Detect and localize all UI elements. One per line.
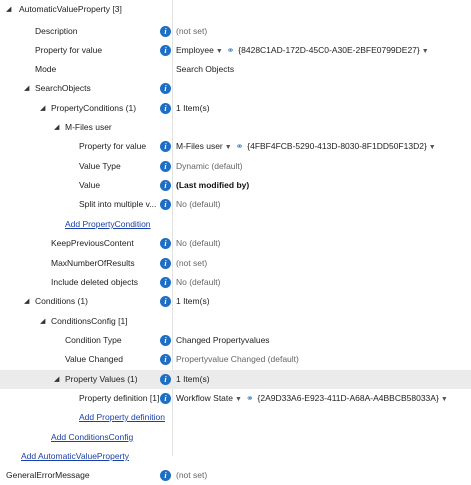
property-select[interactable]	[176, 389, 451, 408]
info-icon[interactable]: i	[160, 161, 171, 172]
row-label: Value	[79, 180, 101, 190]
chevron-down-icon[interactable]: ▼	[421, 48, 429, 55]
row-value[interactable]: (not set)	[176, 258, 208, 268]
row-label: AutomaticValueProperty [3]	[19, 4, 122, 14]
row-label: SearchObjects	[35, 83, 91, 93]
row-label: Property definition [1]	[79, 393, 160, 403]
row-conditions-config[interactable]	[0, 312, 471, 331]
info-icon[interactable]: i	[160, 296, 171, 307]
property-guid: {8428C1AD-172D-45C0-A30E-2BFE0799DE27}	[238, 45, 420, 55]
info-icon[interactable]: i	[160, 141, 171, 152]
row-add-property-definition	[0, 408, 471, 427]
row-label: Conditions (1)	[35, 296, 88, 306]
row-value[interactable]: (not set)	[176, 26, 208, 36]
triangle-down-icon[interactable]: ◢	[54, 376, 60, 383]
row-add-automatic-value-property	[0, 447, 471, 466]
row-label: Description	[35, 26, 78, 36]
row-label: Value Changed	[65, 354, 123, 364]
row-add-property-condition	[0, 215, 471, 234]
row-property-conditions[interactable]	[0, 99, 471, 118]
triangle-down-icon[interactable]: ◢	[40, 105, 46, 112]
row-label: Mode	[35, 64, 57, 74]
row-value[interactable]: No (default)	[176, 277, 221, 287]
info-icon[interactable]: i	[160, 258, 171, 269]
row-mode[interactable]	[0, 60, 471, 79]
row-m-files-user[interactable]	[0, 118, 471, 137]
row-keep-previous-content[interactable]	[0, 234, 471, 253]
chevron-down-icon[interactable]: ▼	[440, 396, 448, 403]
triangle-down-icon[interactable]: ◢	[6, 6, 12, 13]
row-property-definition[interactable]	[0, 389, 471, 408]
link-icon[interactable]: ⚭	[235, 141, 244, 151]
row-value[interactable]: Changed Propertyvalues	[176, 335, 270, 345]
row-split-into-multiple-values[interactable]	[0, 195, 471, 214]
row-value[interactable]: No (default)	[176, 199, 221, 209]
info-icon[interactable]: i	[160, 470, 171, 481]
row-automatic-value-property[interactable]	[0, 0, 471, 19]
property-select[interactable]	[176, 41, 432, 60]
row-add-conditions-config	[0, 428, 471, 447]
row-value[interactable]: Propertyvalue Changed (default)	[176, 354, 299, 364]
info-icon[interactable]: i	[160, 26, 171, 37]
info-icon[interactable]: i	[160, 374, 171, 385]
row-label: Value Type	[79, 161, 121, 171]
triangle-down-icon[interactable]: ◢	[40, 318, 46, 325]
row-value[interactable]: No (default)	[176, 238, 221, 248]
info-icon[interactable]: i	[160, 393, 171, 404]
select-value: Workflow State	[176, 393, 234, 403]
link-icon[interactable]: ⚭	[226, 45, 235, 55]
row-general-error-message[interactable]	[0, 466, 471, 485]
row-label: Property for value	[79, 141, 147, 151]
row-condition-type[interactable]	[0, 331, 471, 350]
row-value: 1 Item(s)	[176, 296, 210, 306]
row-label: Include deleted objects	[51, 277, 138, 287]
row-value[interactable]: Dynamic (default)	[176, 161, 243, 171]
row-label: Split into multiple v...	[79, 199, 157, 209]
info-icon[interactable]: i	[160, 83, 171, 94]
property-guid: {2A9D33A6-E923-411D-A68A-A4BBCB58033A}	[257, 393, 439, 403]
row-conditions[interactable]	[0, 292, 471, 311]
chevron-down-icon[interactable]: ▼	[215, 48, 223, 55]
row-label: Property Values (1)	[65, 374, 138, 384]
row-value[interactable]	[0, 176, 471, 195]
info-icon[interactable]: i	[160, 354, 171, 365]
row-value: 1 Item(s)	[176, 374, 210, 384]
add-conditions-config-link[interactable]: Add ConditionsConfig	[51, 432, 134, 442]
triangle-down-icon[interactable]: ◢	[54, 124, 60, 131]
row-description[interactable]	[0, 22, 471, 41]
row-property-for-value[interactable]	[0, 137, 471, 156]
info-icon[interactable]: i	[160, 238, 171, 249]
row-property-for-value[interactable]	[0, 41, 471, 60]
row-label: Property for value	[35, 45, 103, 55]
row-label: KeepPreviousContent	[51, 238, 134, 248]
row-search-objects[interactable]	[0, 79, 471, 98]
row-label: Condition Type	[65, 335, 122, 345]
info-icon[interactable]: i	[160, 103, 171, 114]
row-label: ConditionsConfig [1]	[51, 316, 128, 326]
row-label: PropertyConditions (1)	[51, 103, 137, 113]
chevron-down-icon[interactable]: ▼	[224, 144, 232, 151]
chevron-down-icon[interactable]: ▼	[428, 144, 436, 151]
select-value: M-Files user	[176, 141, 223, 151]
info-icon[interactable]: i	[160, 277, 171, 288]
property-guid: {4FBF4FCB-5290-413D-8030-8F1DD50F13D2}	[247, 141, 427, 151]
property-select[interactable]	[176, 137, 439, 156]
info-icon[interactable]: i	[160, 335, 171, 346]
link-icon[interactable]: ⚭	[245, 393, 254, 403]
triangle-down-icon[interactable]: ◢	[24, 298, 30, 305]
add-property-definition-link[interactable]: Add Property definition	[79, 412, 165, 422]
row-max-number-of-results[interactable]	[0, 254, 471, 273]
row-value: 1 Item(s)	[176, 103, 210, 113]
info-icon[interactable]: i	[160, 180, 171, 191]
add-property-condition-link[interactable]: Add PropertyCondition	[65, 219, 151, 229]
triangle-down-icon[interactable]: ◢	[24, 85, 30, 92]
row-value-type[interactable]	[0, 157, 471, 176]
row-value[interactable]: (not set)	[176, 470, 208, 480]
row-value[interactable]: (Last modified by)	[176, 180, 250, 190]
row-label: GeneralErrorMessage	[6, 470, 90, 480]
row-value[interactable]: Search Objects	[176, 64, 235, 74]
row-label: M-Files user	[65, 122, 112, 132]
row-property-values[interactable]	[0, 370, 471, 389]
chevron-down-icon[interactable]: ▼	[235, 396, 242, 403]
row-label: MaxNumberOfResults	[51, 258, 135, 268]
select-value: Employee	[176, 45, 214, 55]
info-icon[interactable]: i	[160, 45, 171, 56]
row-include-deleted-objects[interactable]	[0, 273, 471, 292]
add-automatic-value-property-link[interactable]: Add AutomaticValueProperty	[21, 451, 130, 461]
row-value-changed[interactable]	[0, 350, 471, 369]
info-icon[interactable]: i	[160, 199, 171, 210]
